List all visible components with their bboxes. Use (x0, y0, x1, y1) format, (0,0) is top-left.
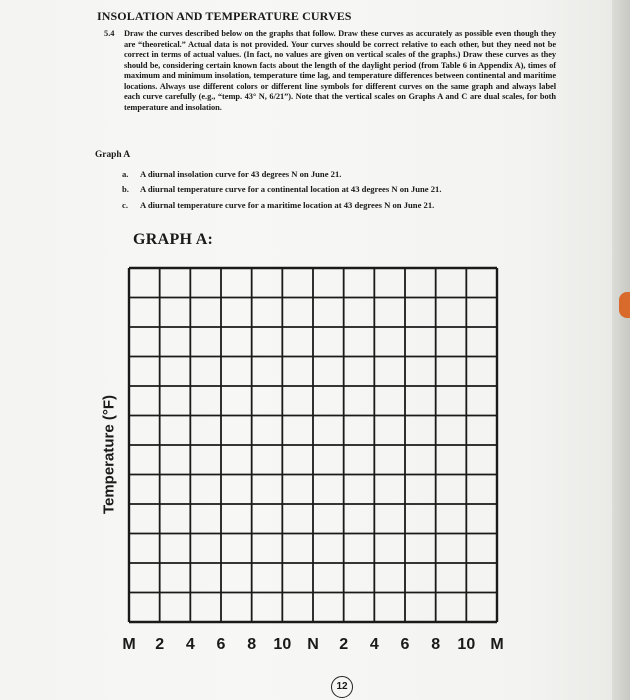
page-title: INSOLATION AND TEMPERATURE CURVES (97, 9, 352, 23)
item-a-text: A diurnal insolation curve for 43 degrees N on June 21. (140, 169, 342, 179)
x-tick-label: 2 (155, 636, 165, 653)
y-axis-label: Temperature (°F) (100, 394, 118, 515)
item-c-letter: c. (122, 200, 128, 210)
x-tick-label: 10 (273, 636, 292, 653)
x-tick-label: 2 (339, 636, 349, 653)
x-tick-label: M (122, 636, 136, 653)
x-tick-label: 6 (400, 636, 410, 653)
problem-instructions: Draw the curves described below on the graphs that follow. Draw these curves as accurately as possible even though they are “theoretical.” Actual data is not provided. Your curves should be correct relative to each other, but they need not be correct in terms of actual values. (In fact, no values are given on vertical scales of the graphs.) Draw these curves as they should be, considering certain known facts about the length of the daylight period (from Table 6 in Appendix A), times of maximum and minimum insolation, temperature time lag, and temperature differences between continental and maritime locations. Always use different colors or different line symbols for different curves on the same graph and always label each curve carefully (e.g., “temp. 43° N, 6/21”). Note that the vertical scales on Graphs A and C are dual scales, for both temperature and insolation. (124, 29, 556, 112)
x-tick-label: N (307, 636, 319, 653)
item-b-letter: b. (122, 184, 129, 194)
item-c-text: A diurnal temperature curve for a maritime location at 43 degrees N on June 21. (140, 200, 435, 210)
x-tick-label: 6 (216, 636, 226, 653)
x-tick-label: 4 (185, 636, 195, 653)
x-tick-label: 4 (369, 636, 379, 653)
x-tick-label: 10 (457, 636, 476, 653)
graph-a-label: Graph A (95, 150, 131, 160)
problem-number: 5.4 (104, 29, 115, 38)
item-a-letter: a. (122, 169, 129, 179)
x-tick-label: 8 (247, 636, 257, 653)
graph-a-title: GRAPH A: (133, 231, 214, 248)
x-tick-label: M (490, 636, 504, 653)
x-axis-labels (95, 636, 525, 656)
page-number: 12 (331, 676, 353, 698)
x-tick-label: 8 (431, 636, 441, 653)
item-b-text: A diurnal temperature curve for a continental location at 43 degrees N on June 21. (140, 184, 442, 194)
